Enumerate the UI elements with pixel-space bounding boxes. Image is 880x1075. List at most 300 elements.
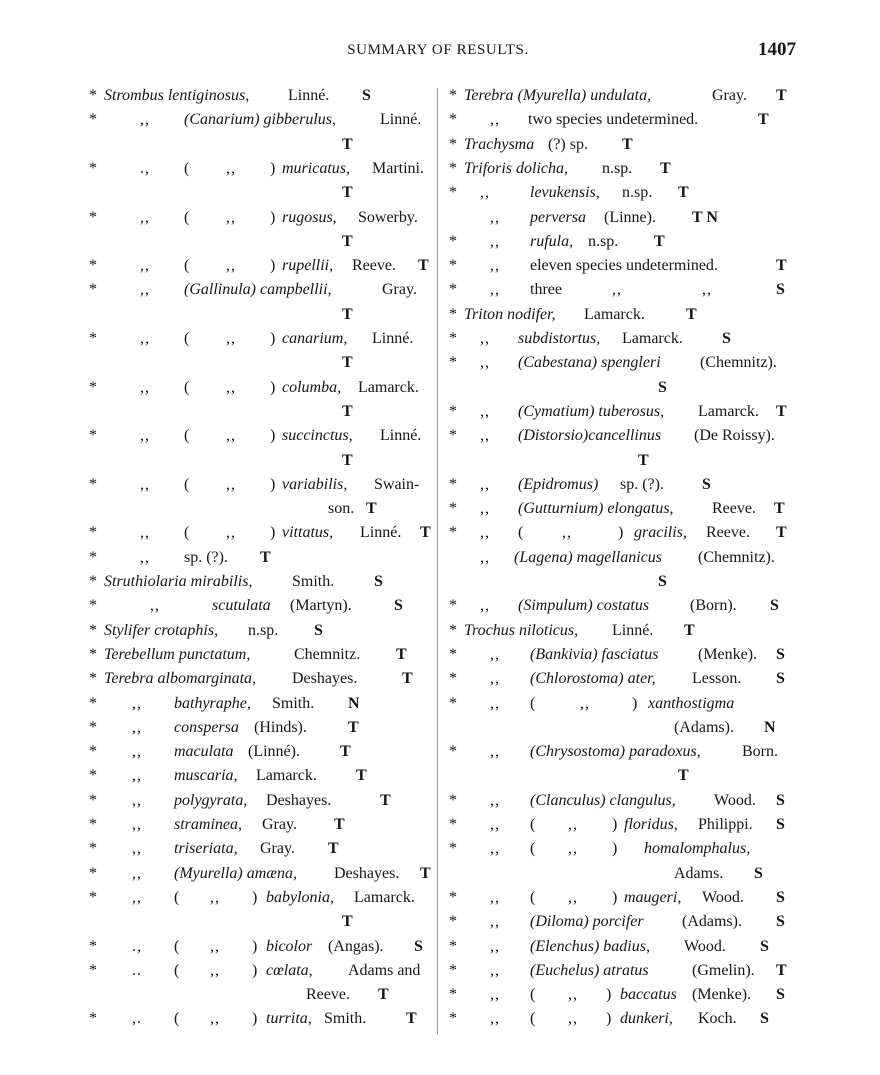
ditto-mark: ,, (480, 402, 490, 420)
entry-line (84, 546, 432, 570)
entry-line (84, 206, 432, 230)
ditto-mark: ,, (490, 986, 500, 1004)
locality-code: S (770, 597, 779, 615)
species-name: (Gallinula) campbellii, (184, 281, 332, 299)
entry-line (444, 813, 794, 837)
ditto-mark: ,, (490, 281, 500, 299)
ditto-mark: ,, (480, 597, 490, 615)
locality-code: T (366, 500, 377, 518)
species-name: Struthiolaria mirabilis, (104, 573, 253, 590)
ditto-mark: ,, (210, 961, 220, 979)
authority-text: (Born). (690, 597, 737, 615)
asterisk-marker: * (89, 281, 97, 299)
authority-text: ) (252, 961, 258, 979)
entry-line (444, 181, 794, 205)
locality-code: S (722, 330, 731, 347)
entry-line (444, 157, 794, 181)
entry-line (84, 619, 432, 643)
species-name: (Cabestana) spengleri (518, 354, 661, 372)
ditto-mark: ,, (140, 111, 150, 129)
authority-text: Reeve. (712, 500, 756, 518)
entry-line (444, 497, 794, 521)
locality-code: T (328, 840, 339, 858)
locality-code: T (356, 767, 367, 785)
species-name: dunkeri, (620, 1010, 673, 1028)
authority-text: ( (530, 840, 536, 858)
authority-text: ) (270, 378, 276, 396)
asterisk-marker: * (89, 597, 97, 615)
entry-line (84, 959, 432, 983)
authority-text: (De Roissy). (694, 427, 775, 445)
asterisk-marker: * (449, 354, 457, 372)
species-name: (Simpulum) costatus (518, 597, 650, 615)
entry-line (84, 862, 432, 886)
authority-text: n.sp. (248, 621, 279, 639)
entry-line (444, 594, 794, 618)
entry-line (84, 764, 432, 788)
authority-text: Chemnitz. (294, 645, 361, 663)
authority-text: Lamarck. (256, 767, 317, 785)
authority-text: (Hinds). (254, 718, 307, 736)
authority-text: ( (184, 208, 190, 226)
authority-text: Lamarck. (584, 305, 645, 323)
authority-text: Lamarck. (698, 402, 759, 420)
ditto-mark: ,, (140, 524, 150, 542)
authority-text: (?) sp. (548, 135, 588, 153)
ditto-mark: ,, (480, 548, 490, 566)
species-name: (Epidromus) (518, 475, 599, 493)
authority-text: Gray. (260, 840, 295, 858)
authority-text: Adams. (674, 864, 724, 882)
locality-code: T (686, 305, 697, 323)
authority-text: Smith. (272, 694, 315, 712)
asterisk-marker: * (449, 621, 457, 639)
entry-line (444, 789, 794, 813)
locality-code: T (758, 111, 769, 129)
authority-text: Lamarck. (622, 330, 683, 347)
authority-text: ( (530, 1010, 536, 1028)
entry-line (444, 521, 794, 545)
entry-line (84, 837, 432, 861)
authority-text: ( (184, 159, 190, 177)
asterisk-marker: * (89, 694, 97, 712)
species-name: perversa (530, 208, 586, 226)
locality-code: T (342, 354, 353, 372)
species-name: Terebra (Myurella) undulata, (464, 87, 652, 104)
authority-text: Martini. (372, 159, 424, 177)
locality-code: S (760, 1010, 769, 1028)
asterisk-marker: * (449, 184, 457, 202)
entry-line (84, 497, 432, 521)
entry-line (84, 376, 432, 400)
authority-text: two species undetermined. (528, 111, 699, 129)
locality-code: S (776, 986, 785, 1004)
entry-line (444, 327, 794, 351)
locality-code: T (342, 451, 353, 469)
authority-text: (Gmelin). (692, 961, 755, 979)
species-name: (Clanculus) clangulus, (530, 791, 676, 809)
species-name: vittatus, (282, 524, 334, 542)
asterisk-marker: * (89, 743, 97, 761)
entry-line (84, 473, 432, 497)
authority-text: ( (184, 475, 190, 493)
ditto-mark: ,, (132, 888, 142, 906)
entry-line (84, 157, 432, 181)
authority-text: ( (174, 937, 180, 955)
ditto-mark: ,, (226, 378, 236, 396)
ditto-mark: ,, (140, 548, 150, 566)
asterisk-marker: * (449, 159, 457, 177)
authority-text: ( (530, 694, 536, 712)
locality-code: T (342, 232, 353, 250)
entry-line (84, 181, 432, 205)
entry-line (84, 521, 432, 545)
species-name: conspersa (174, 718, 239, 736)
species-name: levukensis, (530, 184, 600, 202)
ditto-mark: ,, (490, 111, 500, 129)
authority-text: ( (530, 816, 536, 833)
entry-line (84, 108, 432, 132)
ditto-mark: ,, (140, 208, 150, 226)
asterisk-marker: * (449, 475, 457, 493)
asterisk-marker: * (89, 378, 97, 396)
locality-code: T (348, 718, 359, 736)
species-name: Triton nodifer, (464, 305, 556, 323)
entry-line (84, 692, 432, 716)
locality-code: S (754, 864, 763, 882)
asterisk-marker: * (89, 159, 97, 177)
locality-code: T (654, 232, 665, 250)
entry-line (444, 716, 794, 740)
locality-code: T (396, 645, 407, 663)
authority-text: n.sp. (602, 159, 633, 177)
species-name: rufula, (530, 232, 574, 250)
entry-line (444, 449, 794, 473)
authority-text: ) (270, 208, 276, 226)
authority-text: (Chemnitz). (700, 354, 777, 372)
ditto-mark: ,, (490, 961, 500, 979)
locality-code: T (638, 451, 649, 469)
locality-code: S (776, 791, 785, 809)
entry-line (444, 619, 794, 643)
asterisk-marker: * (449, 694, 457, 712)
authority-text: Smith. (324, 1010, 367, 1028)
entry-line (84, 278, 432, 302)
ditto-mark: ,, (226, 159, 236, 177)
entry-line (444, 108, 794, 132)
ditto-mark: ,, (150, 597, 160, 615)
ditto-mark: ,, (612, 281, 622, 299)
entry-line (84, 716, 432, 740)
locality-code: S (394, 597, 403, 615)
locality-code: T (678, 767, 689, 785)
asterisk-marker: * (89, 645, 97, 663)
ditto-mark: ,, (226, 475, 236, 493)
asterisk-marker: * (89, 816, 97, 833)
column-divider (437, 88, 438, 1034)
locality-code: T (342, 305, 353, 323)
asterisk-marker: * (449, 524, 457, 542)
entry-line (444, 886, 794, 910)
authority-text: (Menke). (692, 986, 752, 1004)
locality-code: T (776, 402, 787, 420)
ditto-mark: ., (132, 937, 142, 955)
asterisk-marker: * (449, 986, 457, 1004)
species-name: (Chrysostoma) paradoxus, (530, 743, 701, 761)
species-name: bicolor (266, 937, 313, 955)
locality-code: T (420, 524, 431, 542)
locality-code: S (776, 281, 785, 299)
asterisk-marker: * (89, 87, 97, 104)
authority-text: (Angas). (328, 937, 384, 955)
entry-line (444, 400, 794, 424)
entry-line (84, 133, 432, 157)
asterisk-marker: * (449, 257, 457, 275)
authority-text: ( (184, 427, 190, 445)
authority-text: Wood. (702, 888, 744, 906)
authority-text: (Adams). (674, 718, 734, 736)
entry-line (444, 935, 794, 959)
locality-code: T (334, 816, 345, 833)
authority-text: three (530, 281, 562, 299)
entry-line (84, 667, 432, 691)
ditto-mark: ,, (132, 743, 142, 761)
species-name: canarium, (282, 330, 348, 347)
ditto-mark: ,, (490, 1010, 500, 1028)
ditto-mark: ,, (490, 913, 500, 931)
authority-text: (Martyn). (290, 597, 352, 615)
asterisk-marker: * (89, 1010, 97, 1028)
asterisk-marker: * (449, 305, 457, 323)
ditto-mark: ,, (210, 1010, 220, 1028)
authority-text: (Linne). (604, 208, 656, 226)
species-name: gracilis, (634, 524, 687, 542)
asterisk-marker: * (449, 135, 457, 153)
authority-text: eleven species undetermined. (530, 257, 718, 275)
authority-text: (Chemnitz). (698, 548, 775, 566)
entry-line (444, 837, 794, 861)
asterisk-marker: * (89, 961, 97, 979)
ditto-mark: ,, (132, 791, 142, 809)
authority-text: ) (270, 330, 276, 347)
authority-text: ) (612, 888, 618, 906)
species-name: Triforis dolicha, (464, 159, 569, 177)
ditto-mark: ,, (226, 208, 236, 226)
species-name: Trachysma (464, 135, 535, 153)
authority-text: ) (252, 1010, 258, 1028)
locality-code: T (776, 961, 787, 979)
entry-line (84, 449, 432, 473)
ditto-mark: ,, (480, 524, 490, 542)
asterisk-marker: * (449, 791, 457, 809)
asterisk-marker: * (89, 208, 97, 226)
entry-line (84, 594, 432, 618)
species-name: muscaria, (174, 767, 238, 785)
authority-text: ( (530, 888, 536, 906)
entry-line (444, 376, 794, 400)
species-name: triseriata, (174, 840, 238, 858)
species-name: babylonia, (266, 888, 334, 906)
asterisk-marker: * (89, 937, 97, 955)
locality-code: T (406, 1010, 417, 1028)
authority-text: ) (606, 1010, 612, 1028)
entry-line (84, 327, 432, 351)
species-name: cœlata, (266, 961, 313, 979)
authority-text: Lamarck. (358, 378, 419, 396)
species-name: Terebra albomarginata, (104, 670, 257, 688)
locality-code: S (658, 378, 667, 396)
authority-text: ( (530, 986, 536, 1004)
locality-code: T (660, 159, 671, 177)
entry-line (444, 959, 794, 983)
locality-code: T (342, 184, 353, 202)
locality-code: S (776, 645, 785, 663)
asterisk-marker: * (89, 330, 97, 347)
page-header (80, 39, 796, 68)
locality-code: S (760, 937, 769, 955)
authority-text: Sowerby. (358, 208, 418, 226)
authority-text: Linné. (380, 111, 422, 129)
species-name: floridus, (624, 816, 678, 833)
asterisk-marker: * (89, 767, 97, 785)
locality-code: S (702, 475, 711, 493)
ditto-mark: ,, (490, 791, 500, 809)
locality-code: T (402, 670, 413, 688)
authority-text: ( (184, 524, 190, 542)
entry-line (84, 789, 432, 813)
authority-text: Wood. (684, 937, 726, 955)
authority-text: ) (270, 475, 276, 493)
authority-text: ) (270, 257, 276, 275)
entry-line (444, 862, 794, 886)
authority-text: ( (174, 888, 180, 906)
asterisk-marker: * (449, 402, 457, 420)
entry-line (84, 740, 432, 764)
locality-code: T (774, 500, 785, 518)
species-name: maculata (174, 743, 234, 761)
species-name: subdistortus, (518, 330, 601, 347)
asterisk-marker: * (89, 111, 97, 129)
locality-code: T (776, 87, 787, 104)
ditto-mark: ,, (132, 767, 142, 785)
entry-line (444, 764, 794, 788)
ditto-mark: ,, (490, 645, 500, 663)
authority-text: ( (184, 330, 190, 347)
authority-text: Linné. (372, 330, 414, 347)
entry-line (84, 910, 432, 934)
entry-line (84, 643, 432, 667)
authority-text: ) (632, 694, 638, 712)
ditto-mark: .. (132, 961, 142, 979)
species-name: baccatus (620, 986, 677, 1004)
asterisk-marker: * (449, 888, 457, 906)
ditto-mark: ,, (568, 1010, 578, 1028)
species-name: bathyraphe, (174, 694, 251, 712)
species-name: (Bankivia) fasciatus (530, 645, 659, 663)
ditto-mark: ,, (562, 524, 572, 542)
asterisk-marker: * (449, 937, 457, 955)
entry-line (444, 230, 794, 254)
authority-text: n.sp. (588, 232, 619, 250)
asterisk-marker: * (89, 888, 97, 906)
species-name: Terebellum punctatum, (104, 645, 251, 663)
locality-code: T (678, 184, 689, 202)
authority-text: ) (270, 524, 276, 542)
entry-line (84, 935, 432, 959)
ditto-mark: ,, (132, 718, 142, 736)
entry-line (84, 813, 432, 837)
species-name: columba, (282, 378, 342, 396)
entry-line (444, 983, 794, 1007)
authority-text: Reeve. (352, 257, 396, 275)
locality-code: T (340, 743, 351, 761)
locality-code: N (764, 718, 776, 736)
locality-code: T (260, 548, 271, 566)
species-name: polygyrata, (174, 791, 248, 809)
locality-code: T (776, 257, 787, 275)
species-name: muricatus, (282, 159, 350, 177)
entry-line (84, 230, 432, 254)
ditto-mark: ,, (490, 232, 500, 250)
entry-line (84, 351, 432, 375)
locality-code: S (414, 937, 423, 955)
ditto-mark: ,, (226, 427, 236, 445)
species-name: (Lagena) magellanicus (514, 548, 662, 566)
asterisk-marker: * (89, 864, 97, 882)
species-name: (Cymatium) tuberosus, (518, 402, 665, 420)
locality-code: T (684, 621, 695, 639)
species-name: straminea, (174, 816, 242, 833)
species-name: rugosus, (282, 208, 337, 226)
asterisk-marker: * (89, 670, 97, 688)
species-name: rupellii, (282, 257, 334, 275)
species-name: homalomphalus, (644, 840, 751, 858)
asterisk-marker: * (449, 500, 457, 518)
locality-code: S (374, 573, 383, 590)
authority-text: ) (270, 427, 276, 445)
authority-text: Swain- (374, 475, 420, 493)
ditto-mark: ,, (210, 937, 220, 955)
entry-line (84, 400, 432, 424)
locality-code: N (348, 694, 360, 712)
ditto-mark: ,, (490, 840, 500, 858)
locality-code: S (776, 888, 785, 906)
species-name: (Chlorostoma) ater, (530, 670, 656, 688)
entry-line (444, 473, 794, 497)
species-name: maugeri, (624, 888, 682, 906)
authority-text: Reeve. (706, 524, 750, 542)
entry-line (444, 667, 794, 691)
asterisk-marker: * (449, 281, 457, 299)
authority-text: Linné. (288, 87, 330, 104)
locality-code: T (418, 257, 429, 275)
ditto-mark: ,, (210, 888, 220, 906)
ditto-mark: ,, (226, 330, 236, 347)
entry-line (444, 910, 794, 934)
entry-line (84, 84, 432, 108)
species-name: (Elenchus) badius, (530, 937, 650, 955)
asterisk-marker: * (89, 524, 97, 542)
asterisk-marker: * (449, 961, 457, 979)
authority-text: (Menke). (698, 645, 758, 663)
authority-text: Lamarck. (354, 888, 415, 906)
authority-text: Reeve. (306, 986, 350, 1004)
authority-text: Deshayes. (292, 670, 358, 688)
authority-text: n.sp. (622, 184, 653, 202)
authority-text: Linné. (360, 524, 402, 542)
ditto-mark: ,, (568, 816, 578, 833)
ditto-mark: ,, (480, 427, 490, 445)
